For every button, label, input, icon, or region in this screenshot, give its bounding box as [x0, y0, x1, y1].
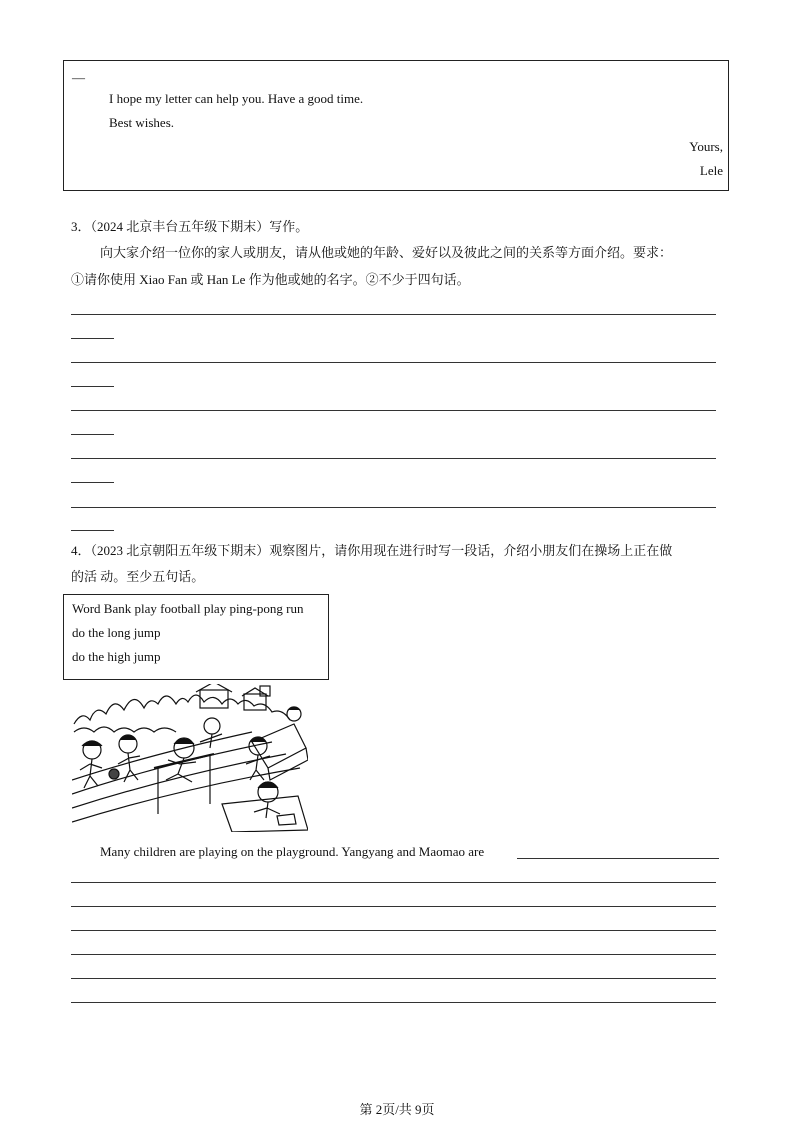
q4-prompt-blank[interactable] [517, 858, 719, 859]
letter-line-2: Best wishes. [109, 115, 174, 130]
page-footer: 第 2页/共 9页 [359, 1102, 435, 1117]
child-4 [204, 718, 220, 734]
playground-illustration [72, 684, 308, 832]
letter-dash: — [72, 70, 85, 85]
word-bank-line-3: do the high jump [72, 649, 161, 664]
q4-answer-line-5[interactable] [71, 978, 716, 979]
q3-heading: 3．（2024 北京丰台五年级下期末）写作。 [71, 219, 309, 234]
house-1 [200, 690, 228, 708]
letter-line-1: I hope my letter can help you. Have a good time. [109, 91, 364, 106]
q3-answer-line-4[interactable] [71, 458, 716, 459]
word-bank-line-2: do the long jump [72, 625, 161, 640]
q3-answer-line-5[interactable] [71, 507, 716, 508]
word-bank-box [63, 594, 329, 680]
letter-signature: Lele [699, 163, 723, 178]
q4-answer-line-3[interactable] [71, 930, 716, 931]
word-bank-line-1: Word Bank play football play ping-pong run [72, 601, 304, 616]
q4-prompt: Many children are playing on the playground. Yangyang and Maomao are [100, 844, 485, 859]
high-jump-bar [154, 754, 214, 768]
vaulting-box [252, 724, 306, 768]
q3-answer-line-2[interactable] [71, 362, 716, 363]
letter-closing: Yours, [689, 139, 723, 154]
q4-answer-line-2[interactable] [71, 906, 716, 907]
q3-answer-line-2-tail[interactable] [71, 386, 114, 387]
q3-answer-line-3[interactable] [71, 410, 716, 411]
q3-answer-line-3-tail[interactable] [71, 434, 114, 435]
q3-answer-line-5-tail[interactable] [71, 530, 114, 531]
q3-answer-line-1-tail[interactable] [71, 338, 114, 339]
q3-instruction-2: ①请你使用 Xiao Fan 或 Han Le 作为他或她的名字。②不少于四句话。 [71, 272, 470, 287]
q4-answer-line-6[interactable] [71, 1002, 716, 1003]
q3-answer-line-1[interactable] [71, 314, 716, 315]
football [109, 769, 119, 779]
q4-heading-1: 4．（2023 北京朝阳五年级下期末）观察图片，请你用现在进行时写一段话，介绍小朋友们在操场上正在做 [71, 543, 673, 558]
q4-heading-2: 的活 动。至少五句话。 [71, 569, 205, 584]
q4-answer-line-4[interactable] [71, 954, 716, 955]
q3-answer-line-4-tail[interactable] [71, 482, 114, 483]
q4-answer-line-1[interactable] [71, 882, 716, 883]
q3-instruction-1: 向大家介绍一位你的家人或朋友，请从他或她的年龄、爱好以及彼此之间的关系等方面介绍。要求： [100, 245, 673, 260]
